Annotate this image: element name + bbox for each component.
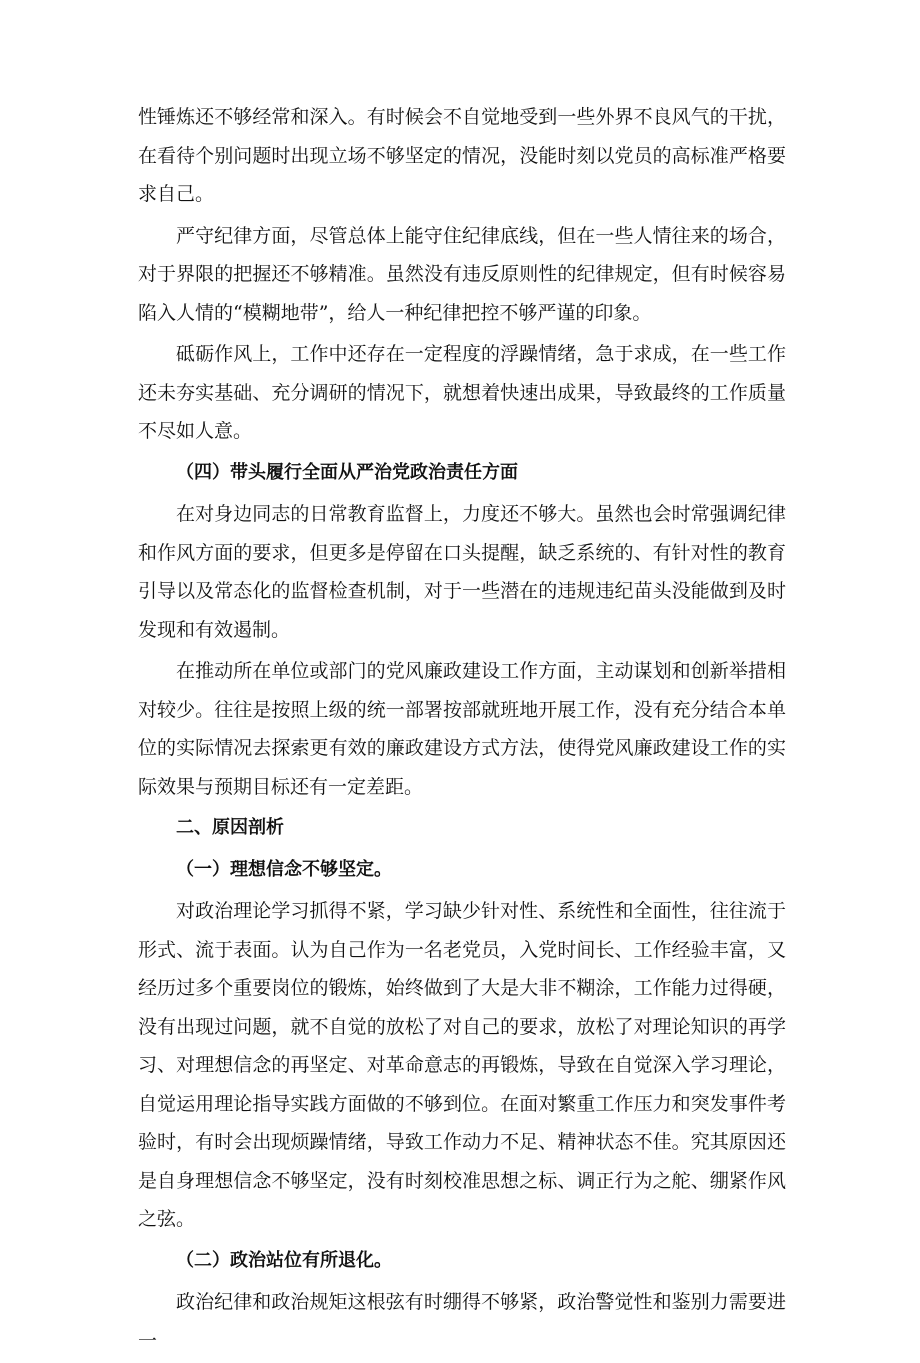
paragraph-supervision: 在对身边同志的日常教育监督上，力度还不够大。虽然也会时常强调纪律和作风方面的要求，但更多是停留在口头提醒，缺乏系统的、有针对性的教育引导以及常态化的监督检查机制，对于一些潜在的违规违纪苗头没能做到及时发现和有效遏制。 (138, 503, 786, 641)
paragraph-integrity-building: 在推动所在单位或部门的党风廉政建设工作方面，主动谋划和创新举措相对较少。往往是按照上级的统一部署按部就班地开展工作，没有充分结合本单位的实际情况去探索更有效的廉政建设方式方法，使得党风廉政建设工作的实际效果与预期目标还有一定差距。 (138, 660, 786, 798)
chapter-heading-cause-analysis: 二、原因剖析 (176, 817, 284, 838)
paragraph-work-style: 砥砺作风上，工作中还存在一定程度的浮躁情绪，急于求成，在一些工作还未夯实基础、充分调研的情况下，就想着快速出成果，导致最终的工作质量不尽如人意。 (138, 343, 786, 442)
document-page (138, 98, 786, 1363)
subheading-1: （一）理想信念不够坚定。 (176, 858, 392, 880)
paragraph-political-stance: 政治纪律和政治规矩这根弦有时绷得不够紧，政治警觉性和鉴别力需要进一 (138, 1291, 786, 1352)
subheading-2: （二）政治站位有所退化。 (176, 1249, 392, 1271)
paragraph-ideals: 对政治理论学习抓得不紧，学习缺少针对性、系统性和全面性，往往流于形式、流于表面。认为自己作为一名老党员，入党时间长、工作经验丰富，又经历过多个重要岗位的锻炼，始终做到了大是大非不糊涂，工作能力过得硬，没有出现过问题，就不自觉的放松了对自己的要求，放松了对理论知识的再学习、对理想信念的再坚定、对革命意志的再锻炼，导致在自觉深入学习理论，自觉运用理论指导实践方面做的不够到位。在面对繁重工作压力和突发事件考验时，有时会出现烦躁情绪，导致工作动力不足、精神状态不佳。究其原因还是自身理想信念不够坚定，没有时刻校准思想之标、调正行为之舵、绷紧作风之弦。 (138, 900, 786, 1230)
paragraph-discipline: 严守纪律方面，尽管总体上能守住纪律底线，但在一些人情往来的场合，对于界限的把握还不够精准。虽然没有违反原则性的纪律规定，但有时候容易陷入人情的“模糊地带”，给人一种纪律把控不够严谨的印象。 (138, 224, 786, 324)
section-heading-4: （四）带头履行全面从严治党政治责任方面 (176, 461, 518, 483)
paragraph-1: 性锤炼还不够经常和深入。有时候会不自觉地受到一些外界不良风气的干扰，在看待个别问题时出现立场不够坚定的情况，没能时刻以党员的高标准严格要求自己。 (138, 106, 786, 205)
